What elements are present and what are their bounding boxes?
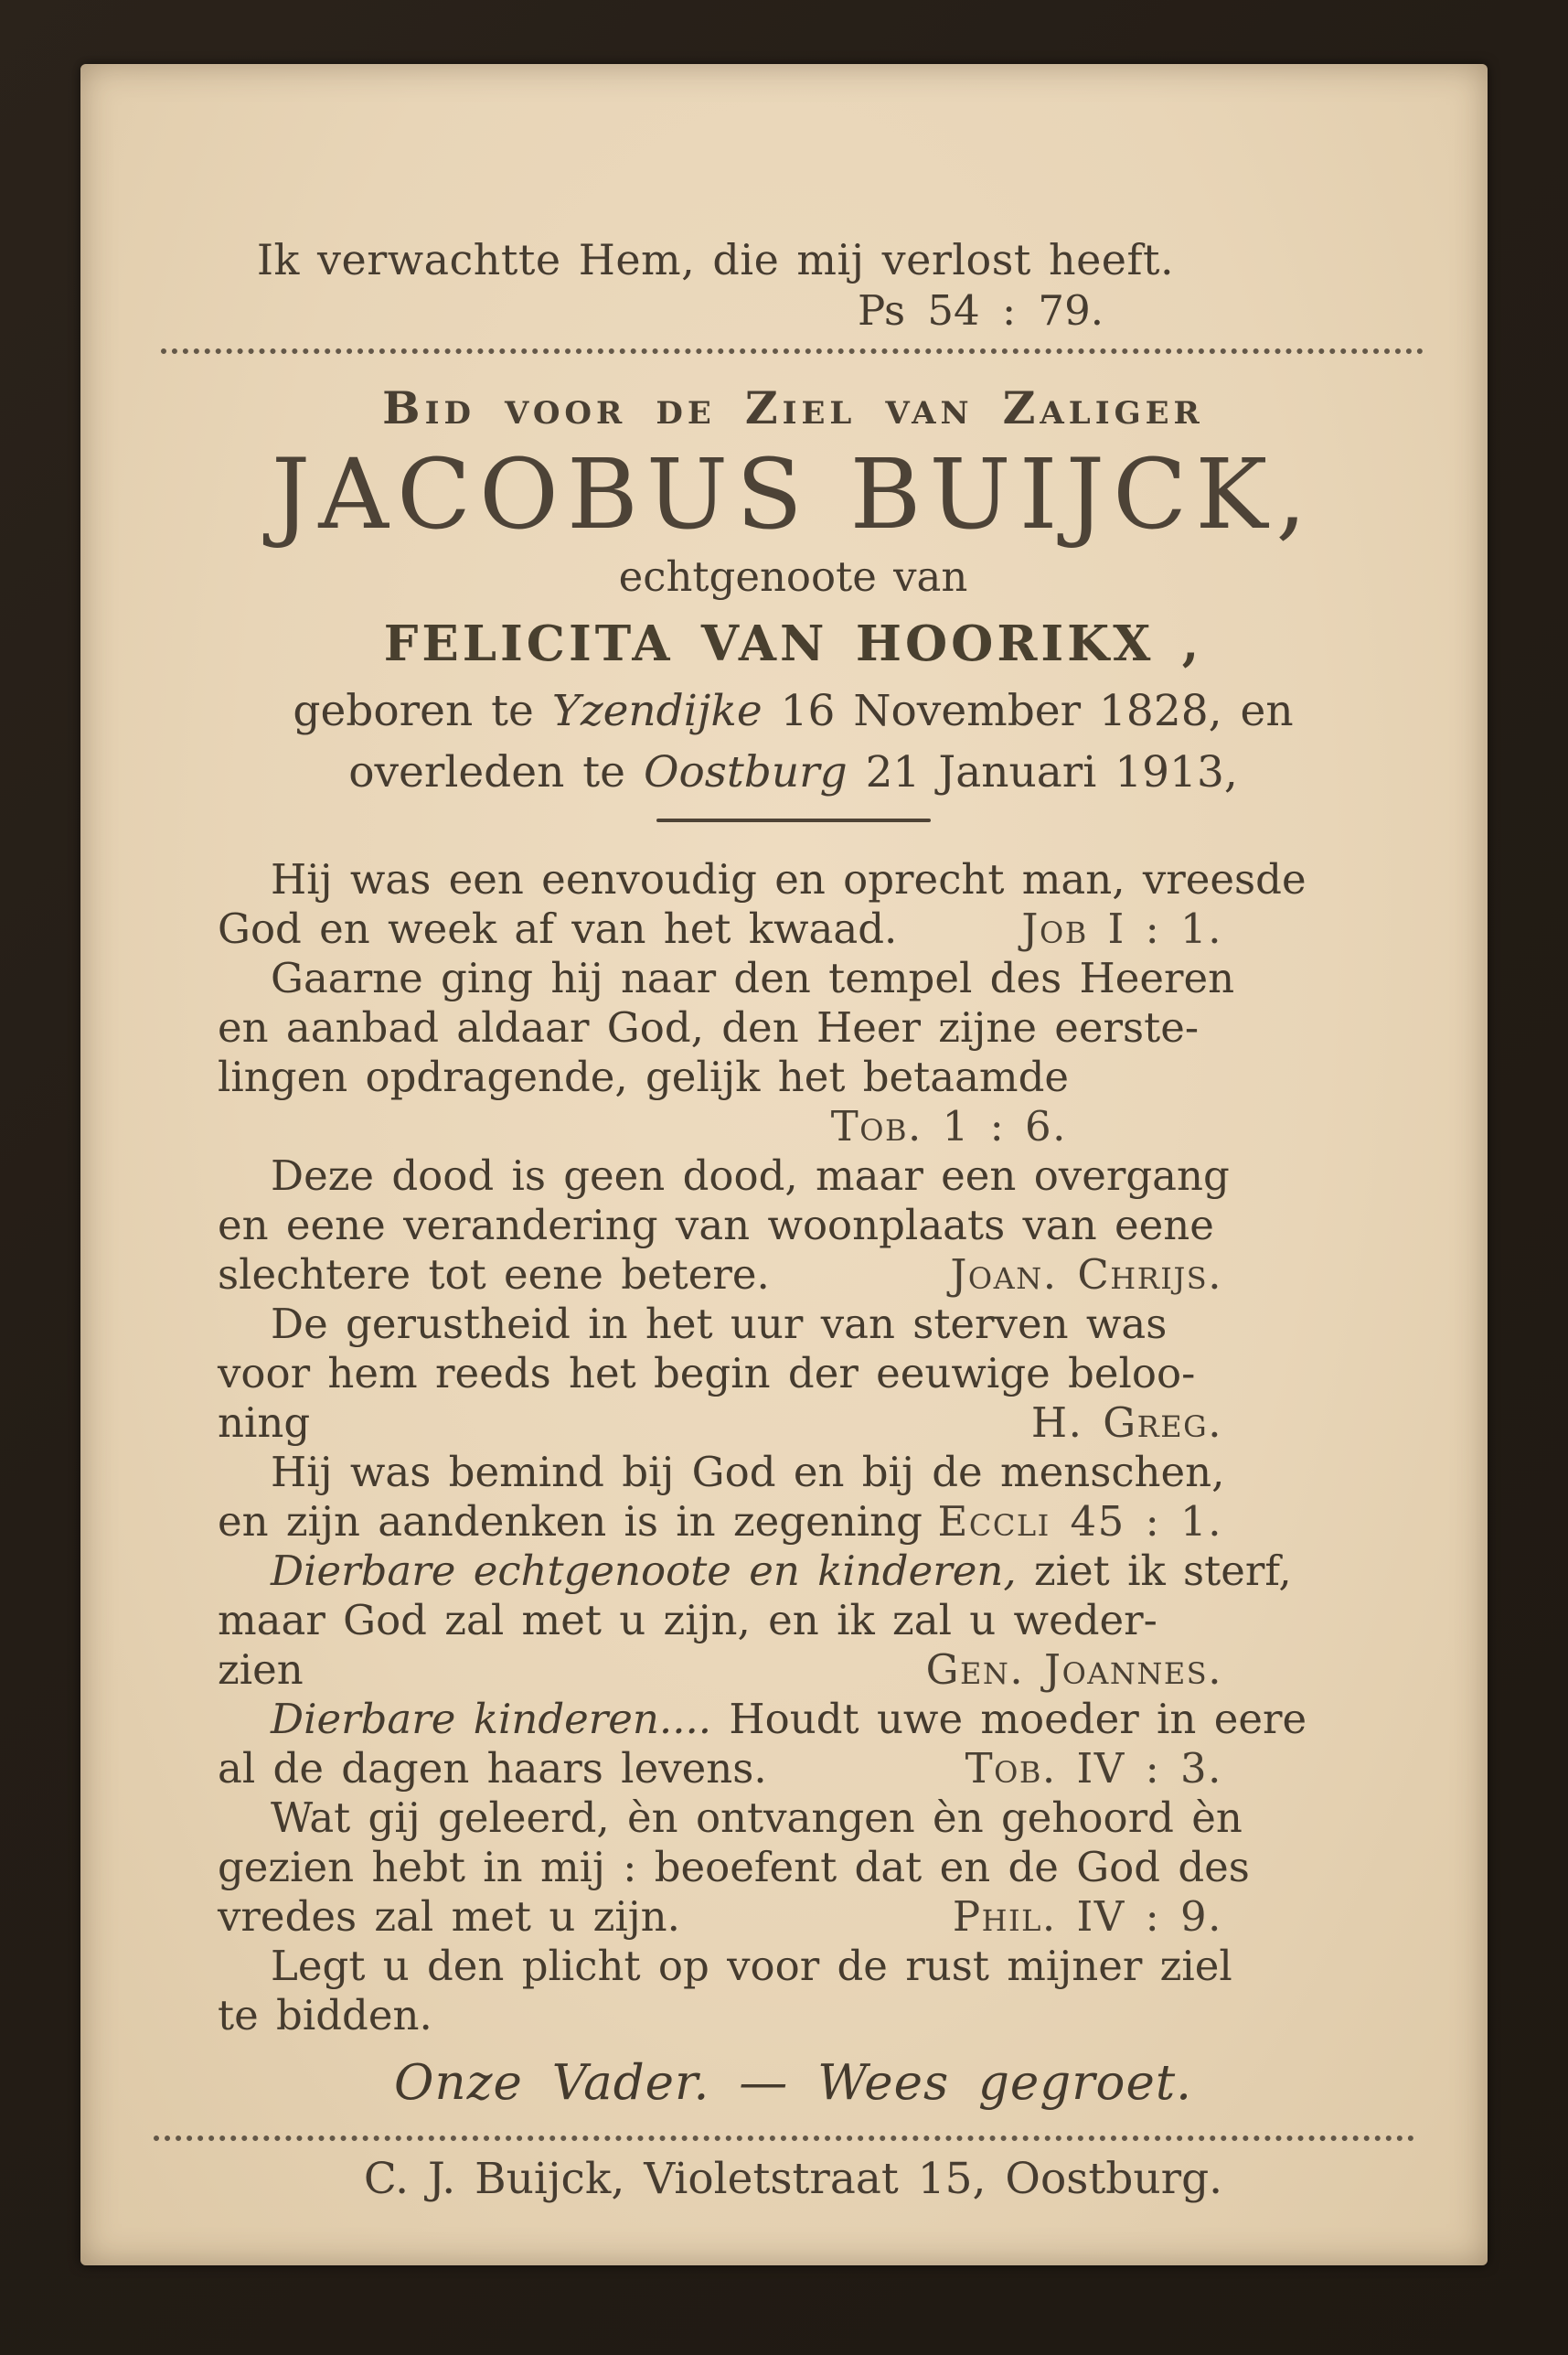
body-line: [218, 1645, 1369, 1695]
body-line-text: [218, 1349, 1195, 1397]
spouse-name: FELICITA VAN HOORIKX ,: [383, 616, 1203, 672]
text-run: 16 November 1828, en: [762, 686, 1294, 736]
epigraph-text: Ik verwachtte Hem, die mij verlost heeft.: [256, 235, 1175, 284]
scripture-citation: H. Greg.: [1030, 1398, 1222, 1447]
text-run: Legt u den plicht op voor de rust mijner ziel: [271, 1942, 1232, 1990]
body-line: [218, 1201, 1369, 1250]
body-line: [218, 1942, 1369, 1991]
divider-dotted-top: [161, 348, 1424, 354]
body-line-text: [218, 1892, 680, 1942]
italic-text-run: Dierbare kinderen....: [271, 1695, 712, 1743]
body-line: [218, 1843, 1369, 1892]
body-line: [218, 954, 1369, 1003]
body-line-text: [271, 1300, 1167, 1348]
body-line: [218, 1596, 1369, 1645]
body-line: [218, 1349, 1369, 1398]
text-run: gezien hebt in mij : beoefent dat en de God des: [218, 1843, 1250, 1891]
relation-label: echtgenoote van: [618, 552, 968, 601]
body-line: [218, 1003, 1369, 1053]
text-run: De gerustheid in het uur van sterven was: [271, 1300, 1168, 1348]
printer-line: C. J. Buijck, Violetstraat 15, Oostburg.: [363, 2154, 1223, 2204]
italic-text-run: Dierbare echtgenoote en kinderen,: [271, 1547, 1017, 1595]
text-run: al de dagen haars levens.: [218, 1744, 767, 1793]
text-run: maar God zal met u zijn, en ik zal u weder-: [218, 1596, 1157, 1644]
text-run: Gaarne ging hij naar den tempel des Heeren: [271, 954, 1235, 1002]
body-line: [218, 1448, 1369, 1497]
body-line: [218, 1991, 1369, 2040]
body-line-text: [271, 954, 1234, 1002]
text-run: 21 Januari 1913,: [847, 747, 1238, 797]
scripture-citation: Eccli 45 : 1.: [937, 1497, 1222, 1546]
body-line: [218, 1744, 1369, 1793]
body-line: [218, 1398, 1369, 1448]
body-line: [218, 1151, 1369, 1201]
text-run: God en week af van het kwaad.: [218, 905, 898, 953]
body-line: [218, 1892, 1369, 1942]
text-run: te bidden.: [218, 1991, 432, 2039]
body-line: [218, 1250, 1369, 1300]
text-run: lingen opdragende, gelijk het betaamde: [218, 1053, 1070, 1101]
body-line: [218, 1300, 1369, 1349]
text-run: voor hem reeds het begin der eeuwige beloo-: [218, 1349, 1196, 1397]
closing-prayer: Onze Vader. — Wees gegroet.: [394, 2055, 1192, 2111]
text-run: en zijn aandenken is in zegening: [218, 1497, 923, 1546]
card-paper: [80, 64, 1488, 2265]
birth-line: [218, 685, 1369, 737]
text-run: ziet ik sterf,: [1016, 1547, 1292, 1595]
body-line: [218, 1497, 1369, 1547]
body-line-text: [218, 1398, 310, 1448]
scripture-citation: Phil. IV : 9.: [952, 1892, 1222, 1941]
prayer-text-block: [218, 855, 1369, 2040]
body-line-text: [271, 1448, 1224, 1496]
text-run: vredes zal met u zijn.: [218, 1892, 680, 1941]
body-line-text: [218, 1645, 304, 1695]
body-line: [218, 1102, 1369, 1151]
scripture-citation: Job I : 1.: [1021, 905, 1222, 953]
body-line-text: [218, 1201, 1214, 1249]
body-line: [218, 1793, 1369, 1843]
body-line-text: [271, 1695, 1307, 1743]
body-line-text: [218, 1596, 1157, 1644]
text-run: zien: [218, 1645, 304, 1694]
scripture-citation: Tob. IV : 3.: [965, 1744, 1222, 1793]
body-line: [218, 855, 1369, 905]
text-run: Houdt uwe moeder in eere: [711, 1695, 1307, 1743]
deceased-name: JACOBUS BUIJCK,: [271, 438, 1316, 551]
text-run: en eene verandering van woonplaats van eene: [218, 1201, 1214, 1249]
body-line-text: [218, 1843, 1250, 1891]
text-run: slechtere tot eene betere.: [218, 1250, 770, 1299]
body-line: [218, 1547, 1369, 1596]
text-run: overleden te: [348, 747, 644, 797]
divider-dotted-bottom: [154, 2136, 1414, 2141]
body-line-text: [271, 1942, 1232, 1990]
body-line-text: [218, 1991, 432, 2039]
scripture-citation: Tob. 1 : 6.: [830, 1102, 1067, 1151]
body-line-text: [271, 1151, 1230, 1200]
text-run: geboren te: [293, 686, 552, 736]
body-line-text: [218, 1053, 1069, 1101]
body-line: [218, 905, 1369, 954]
text-run: ning: [218, 1398, 311, 1447]
divider-rule: [656, 819, 931, 822]
text-run: Wat gij geleerd, èn ontvangen èn gehoord èn: [271, 1793, 1243, 1842]
body-line-text: [218, 1744, 767, 1793]
epigraph-reference: Ps 54 : 79.: [857, 286, 1104, 335]
text-run: en aanbad aldaar God, den Heer zijne eerste-: [218, 1003, 1200, 1052]
body-line: [218, 1695, 1369, 1744]
body-line-text: [271, 855, 1307, 904]
body-line-text: [271, 1793, 1243, 1842]
death-line: [218, 746, 1369, 798]
body-line: [218, 1053, 1369, 1102]
text-run: Hij was bemind bij God en bij de menschen,: [271, 1448, 1225, 1496]
italic-text-run: Oostburg: [643, 747, 848, 797]
body-line-text: [218, 905, 897, 954]
body-line-text: [271, 1547, 1292, 1595]
prayer-intro: Bid voor de Ziel van Zaliger: [382, 381, 1204, 434]
body-line-text: [218, 1003, 1199, 1052]
text-run: Deze dood is geen dood, maar een overgang: [271, 1151, 1230, 1200]
body-line-text: [218, 1497, 923, 1547]
scripture-citation: Joan. Chrijs.: [950, 1250, 1222, 1299]
text-run: Hij was een eenvoudig en oprecht man, vreesde: [271, 855, 1307, 904]
body-line-text: [218, 1250, 770, 1300]
scripture-citation: Gen. Joannes.: [925, 1645, 1222, 1694]
italic-text-run: Yzendijke: [551, 686, 763, 736]
